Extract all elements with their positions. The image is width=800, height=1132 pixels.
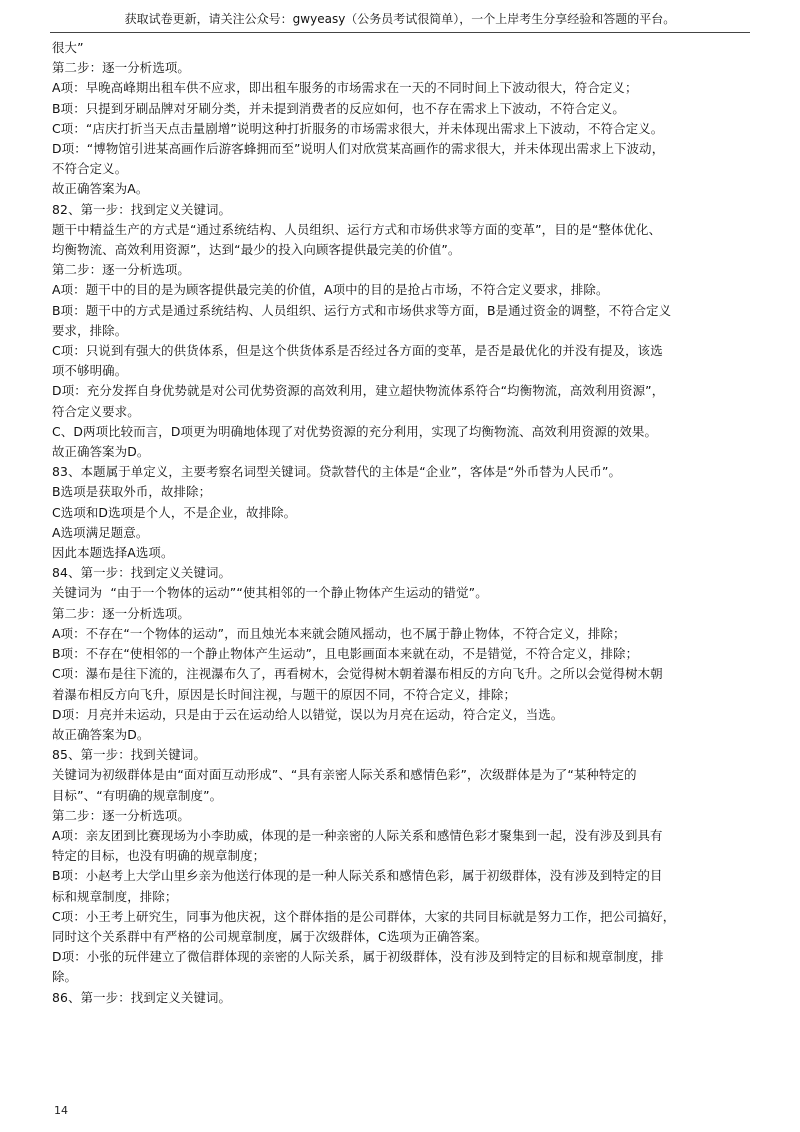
text-line: 第二步：逐一分析选项。: [52, 605, 190, 621]
text-line: 84、第一步：找到定义关键词。: [52, 565, 232, 581]
text-line: D项：月亮并未运动，只是由于云在运动给人以错觉，误以为月亮在运动，符合定义，当选。: [52, 706, 564, 722]
page-number: 14: [54, 1104, 68, 1117]
text-line: 故正确答案为D。: [52, 726, 150, 742]
header-divider: [50, 32, 750, 33]
text-line: 82、第一步：找到定义关键词。: [52, 201, 232, 217]
text-line: 目标”、“有明确的规章制度”。: [52, 787, 223, 803]
text-line: 故正确答案为D。: [52, 444, 150, 460]
text-line: 不符合定义。: [52, 161, 128, 177]
text-line: 同时这个关系群中有严格的公司规章制度，属于次级群体，C选项为正确答案。: [52, 928, 488, 944]
text-line: 第二步：逐一分析选项。: [52, 262, 190, 278]
text-line: A项：不存在“一个物体的运动”，而且烛光本来就会随风摇动，也不属于静止物体，不符合定义，排除；: [52, 625, 626, 641]
text-line: 特定的目标，也没有明确的规章制度；: [52, 848, 266, 864]
text-line: 均衡物流、高效利用资源”，达到“最少的投入向顾客提供最完美的价值”。: [52, 242, 461, 258]
text-line: D项：充分发挥自身优势就是对公司优势资源的高效利用，建立超快物流体系符合“均衡物流，高效利用资源”，: [52, 383, 665, 399]
text-line: 故正确答案为A。: [52, 181, 149, 197]
text-line: 86、第一步：找到定义关键词。: [52, 989, 232, 1005]
text-line: 第二步：逐一分析选项。: [52, 60, 190, 76]
text-line: 关键词为初级群体是由“面对面互动形成”、“具有亲密人际关系和感情色彩”，次级群体是为了“某种特定的: [52, 767, 637, 783]
text-line: 85、第一步：找到关键词。: [52, 747, 207, 763]
text-line: 符合定义要求。: [52, 403, 140, 419]
text-line: A选项满足题意。: [52, 524, 149, 540]
text-line: A项：题干中的目的是为顾客提供最完美的价值，A项中的目的是抢占市场，不符合定义要求，排除。: [52, 282, 609, 298]
text-line: 83、本题属于单定义，主要考察名词型关键词。贷款替代的主体是“企业”，客体是“外币替为人民币”。: [52, 464, 622, 480]
text-line: D项：“博物馆引进某高画作后游客蜂拥而至”说明人们对欣赏某高画作的需求很大，并未体现出需求上下波动，: [52, 141, 665, 157]
text-line: B选项是获取外币，故排除；: [52, 484, 212, 500]
text-line: C选项和D选项是个人，不是企业，故排除。: [52, 504, 297, 520]
text-line: 标和规章制度，排除；: [52, 888, 178, 904]
text-line: 着瀑布相反方向飞升，原因是长时间注视，与题干的原因不同，不符合定义，排除；: [52, 686, 517, 702]
text-line: A项：亲友团到比赛现场为小李助威，体现的是一种亲密的人际关系和感情色彩才聚集到一起，没有涉及到具有: [52, 827, 663, 843]
text-line: 要求，排除。: [52, 322, 128, 338]
document-body: [52, 38, 752, 1008]
text-line: C、D两项比较而言，D项更为明确地体现了对优势资源的充分利用，实现了均衡物流、高效利用资源的效果。: [52, 423, 658, 439]
text-line: C项：“店庆打折当天点击量剧增”说明这种打折服务的市场需求很大，并未体现出需求上下波动，不符合定义。: [52, 120, 664, 136]
text-line: A项：早晚高峰期出租车供不应求，即出租车服务的市场需求在一天的不同时间上下波动很大，符合定义；: [52, 80, 638, 96]
text-line: C项：瀑布是往下流的，注视瀑布久了，再看树木，会觉得树木朝着瀑布相反的方向飞升。之所以会觉得树木朝: [52, 666, 663, 682]
text-line: 除。: [52, 969, 78, 985]
text-line: B项：小赵考上大学山里乡亲为他送行体现的是一种人际关系和感情色彩，属于初级群体，没有涉及到特定的目: [52, 868, 663, 884]
text-line: D项：小张的玩伴建立了微信群体现的亲密的人际关系，属于初级群体，没有涉及到特定的目标和规章制度，排: [52, 949, 664, 965]
text-line: B项：只提到牙刷品牌对牙刷分类，并未提到消费者的反应如何，也不存在需求上下波动，不符合定义。: [52, 100, 625, 116]
text-line: B项：不存在“使相邻的一个静止物体产生运动”，且电影画面本来就在动，不是错觉，不符合定义，排除；: [52, 646, 639, 662]
text-line: 题干中精益生产的方式是“通过系统结构、人员组织、运行方式和市场供求等方面的变革”，目的是“整体优化、: [52, 221, 662, 237]
text-line: C项：小王考上研究生，同事为他庆祝，这个群体指的是公司群体，大家的共同目标就是努力工作，把公司搞好，: [52, 908, 676, 924]
text-line: 项不够明确。: [52, 363, 128, 379]
text-line: B项：题干中的方式是通过系统结构、人员组织、运行方式和市场供求等方面，B是通过资金的调整，不符合定义: [52, 302, 672, 318]
page-header: 获取试卷更新，请关注公众号：gwyeasy（公务员考试很简单），一个上岸考生分享经验和答题的平台。: [124, 12, 676, 26]
text-line: 关键词为 “由于一个物体的运动”“使其相邻的一个静止物体产生运动的错觉”。: [52, 585, 488, 601]
text-line: 很大”: [52, 40, 84, 55]
text-line: C项：只说到有强大的供货体系，但是这个供货体系是否经过各方面的变革，是否是最优化的并没有提及，该选: [52, 343, 663, 359]
text-line: 第二步：逐一分析选项。: [52, 807, 190, 823]
text-line: 因此本题选择A选项。: [52, 545, 174, 561]
